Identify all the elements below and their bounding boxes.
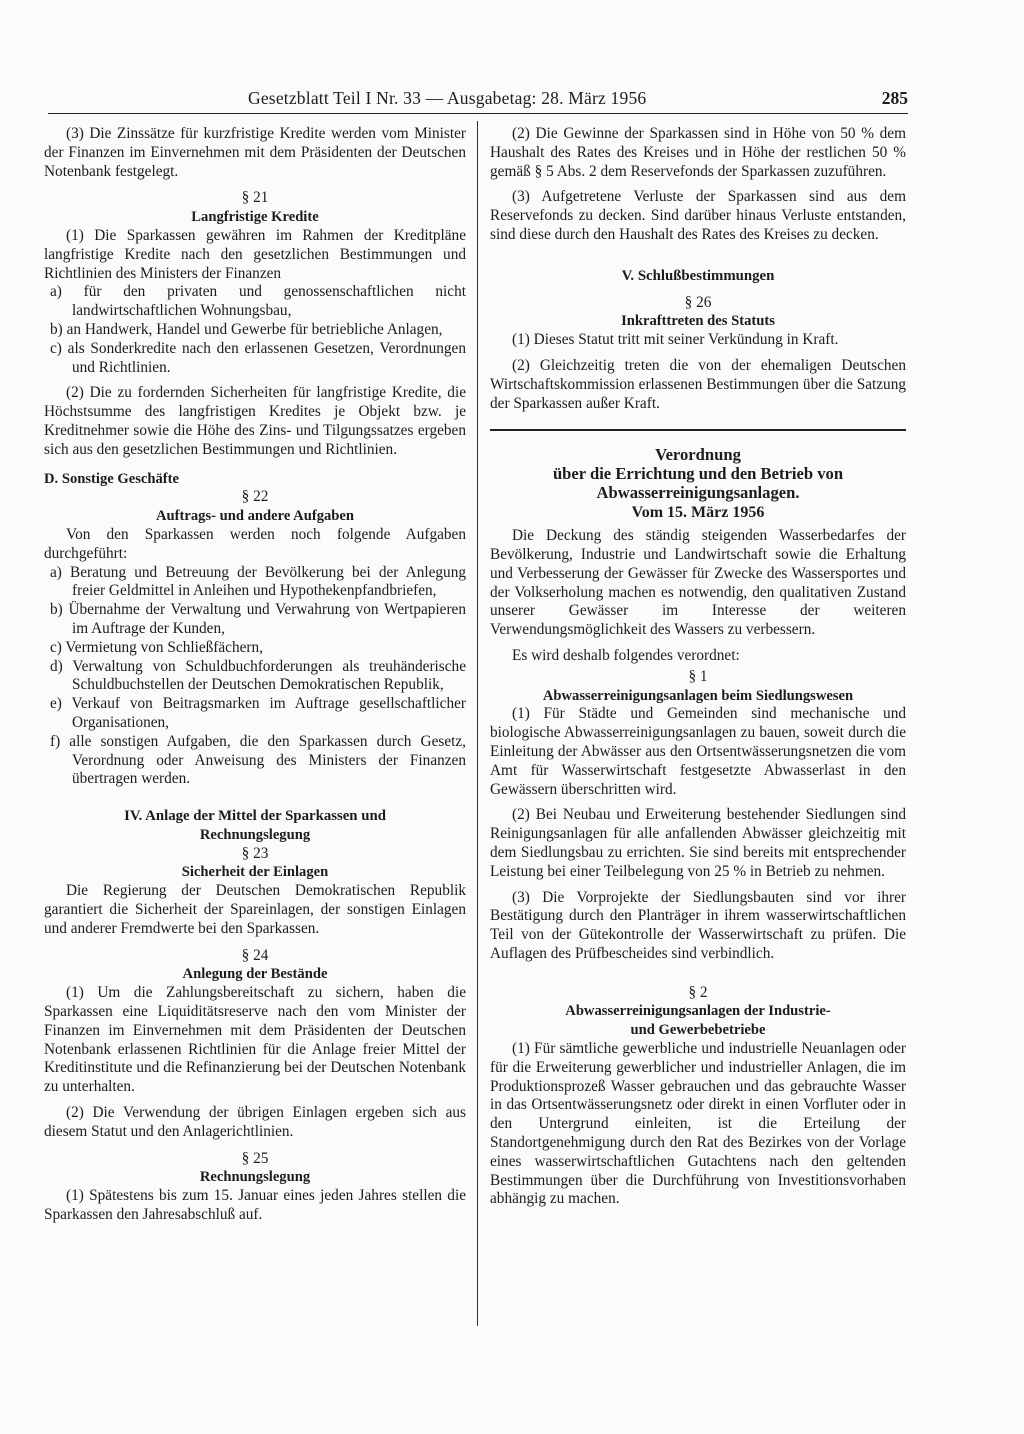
paragraph: (2) Die Verwendung der übrigen Einlagen ergeben sich aus diesem Statut und den Anlagerichtlinien. <box>44 1104 466 1140</box>
paragraph: Es wird deshalb folgendes verordnet: <box>512 646 740 664</box>
section-title: Abwasserreinigungsanlagen der Industrie- <box>565 1003 831 1020</box>
page-header <box>48 88 908 112</box>
section-title: Sicherheit der Einlagen <box>181 864 329 881</box>
decree-title-line: Abwasserreinigungsanlagen. <box>596 483 800 503</box>
list-item: c) als Sonderkredite nach den erlassenen Gesetzen, Verordnungen und Richtlinien. <box>50 339 466 376</box>
paragraph: (2) Gleichzeitig treten die von der ehemaligen Deutschen Wirtschaftskommission erlassenen Bestimmungen über die Satzung der Sparkassen außer Kraft. <box>490 356 906 412</box>
section-title: Langfristige Kredite <box>191 209 319 226</box>
section-number: § 26 <box>684 293 712 311</box>
paragraph: (2) Die zu fordernden Sicherheiten für langfristige Kredite, die Höchstsumme des langfristigen Kredites je Objekt bzw. je Kreditnehmer sowie die Höhe des Zins- und Tilgungssatzes ergeben sich aus den gesetzlichen Bestimmungen und Richtlinien. <box>44 384 466 458</box>
paragraph: (1) Für Städte und Gemeinden sind mechanische und biologische Abwasserreinigungsanlagen zu bauen, soweit durch die Einleitung der Abwässer aus den Ortsentwässerungsnetzen die vom Amt für Wasserwirtschaft festgesetzte Abwasserlast in den Gewässern überschritten wird. <box>490 705 906 798</box>
paragraph: Von den Sparkassen werden noch folgende Aufgaben durchgeführt: <box>44 525 466 562</box>
paragraph: (1) Für sämtliche gewerbliche und industrielle Neuanlagen oder für die Erweiterung gewerblicher und industrieller Anlagen, die im Produktionsprozeß Wasser gebrauchen und das gebrauchte Wasser in das Ortsentwässerungsnetz oder direkt in einen Vorfluter oder in den Untergrund einleiten, ist die Erteilung der Standortgenehmigung durch den Rat des Bezirkes von der Vorlage eines wasserwirtschaftlichen Gutachtens nach den geltenden Bestimmungen über die Durchführung von Investitionsvorhaben abhängig zu machen. <box>490 1040 906 1208</box>
section-number: § 1 <box>688 667 708 685</box>
paragraph: (1) Spätestens bis zum 15. Januar eines jeden Jahres stellen die Sparkassen den Jahresabschluß auf. <box>44 1187 466 1224</box>
paragraph: (2) Die Gewinne der Sparkassen sind in Höhe von 50 % dem Haushalt des Rates des Kreises und in Höhe der restlichen 50 % gemäß § 5 Abs. 2 dem Reservefonds der Sparkassen zuzuführen. <box>490 125 906 180</box>
paragraph: (3) Aufgetretene Verluste der Sparkassen sind aus dem Reservefonds zu decken. Sind darüber hinaus Verluste entstanden, sind diese durch den Haushalt des Rates des Kreises zu decken. <box>490 188 906 243</box>
section-title: Inkrafttreten des Statuts <box>621 313 775 330</box>
paragraph: Die Deckung des ständig steigenden Wasserbedarfes der Bevölkerung, Industrie und Landwirtschaft sowie die Erhaltung und Verbesserung der Gewässer für Zwecke des Wassersportes und der Volkserholung machen es notwendig, den qualitativen Zustand unserer Gewässer im Interesse der weiteren Verwendungsmöglichkeit des Wassers zu verbessern. <box>490 527 906 639</box>
chapter-heading: IV. Anlage der Mittel der Sparkassen und <box>124 808 386 825</box>
section-title: Abwasserreinigungsanlagen beim Siedlungswesen <box>542 687 854 704</box>
paragraph: Die Regierung der Deutschen Demokratischen Republik garantiert die Sicherheit der Spareinlagen, der sonstigen Einlagen und anderer Fremdwerte bei den Sparkassen. <box>44 882 466 937</box>
section-separator <box>490 429 906 431</box>
chapter-heading: D. Sonstige Geschäfte <box>44 470 179 487</box>
list-item: a) für den privaten und genossenschaftlichen nicht landwirtschaftlichen Wohnungsbau, <box>50 283 466 320</box>
section-title-line: und Gewerbebetriebe <box>630 1022 766 1039</box>
section-title: Anlegung der Bestände <box>182 966 328 983</box>
column-divider <box>477 121 478 1326</box>
section-title: Rechnungslegung <box>199 1169 311 1186</box>
paragraph: (3) Die Vorprojekte der Siedlungsbauten sind vor ihrer Bestätigung durch den Planträger in ihrem wasserwirtschaftlichen Teil von der Gütekontrolle der Wasserwirtschaft zu prüfen. Die Auflagen des Prüfbescheides sind verbindlich. <box>490 888 906 962</box>
decree-title: Verordnung <box>655 445 741 465</box>
list-item: a) Beratung und Betreuung der Bevölkerung bei der Anlegung freier Geldmittel in Anleihen und Hypothekenpfandbriefen, <box>50 563 466 600</box>
section-number: § 22 <box>241 488 269 506</box>
chapter-heading-continued: Rechnungslegung <box>199 826 311 843</box>
list-item: c) Vermietung von Schließfächern, <box>50 638 263 656</box>
list-item: b) Übernahme der Verwaltung und Verwahrung von Wertpapieren im Auftrage der Kunden, <box>50 601 466 637</box>
right-column <box>490 125 906 1209</box>
list-item: f) alle sonstigen Aufgaben, die den Sparkassen durch Gesetz, Verordnung oder Anweisung des Ministers der Finanzen übertragen werden. <box>50 732 466 788</box>
left-column <box>44 125 466 1225</box>
page-number: 285 <box>881 88 908 108</box>
list-item: d) Verwaltung von Schuldbuchforderungen als treuhänderische Schuldbuchstellen der Deutschen Demokratischen Republik, <box>50 657 466 694</box>
chapter-heading: V. Schlußbestimmungen <box>621 267 775 284</box>
section-number: § 23 <box>241 844 269 862</box>
section-number: § 24 <box>241 946 269 964</box>
paragraph: (2) Bei Neubau und Erweiterung bestehender Siedlungen sind Reinigungsanlagen für alle anfallenden Abwässer gleichzeitig mit dem Siedlungsbau zu errichten. Sie sind bereits mit entsprechender Leistung bei einer Teilbelegung von 25 % in Betrieb zu nehmen. <box>490 806 906 880</box>
paragraph: (3) Die Zinssätze für kurzfristige Kredite werden vom Minister der Finanzen im Einvernehmen mit dem Präsidenten der Deutschen Notenbank festgelegt. <box>44 125 466 180</box>
decree-title-line: über die Errichtung und den Betrieb von <box>552 464 844 484</box>
decree-date: Vom 15. März 1956 <box>631 504 765 522</box>
list-item: e) Verkauf von Beitragsmarken im Auftrage gesellschaftlicher Organisationen, <box>50 695 466 731</box>
paragraph: (1) Dieses Statut tritt mit seiner Verkündung in Kraft. <box>512 331 839 349</box>
header-rule <box>48 113 908 114</box>
section-number: § 2 <box>688 983 708 1001</box>
header-title: Gesetzblatt Teil I Nr. 33 — Ausgabetag: 28. März 1956 <box>248 88 647 108</box>
section-number: § 21 <box>241 189 269 207</box>
paragraph: (1) Die Sparkassen gewähren im Rahmen der Kreditpläne langfristige Kredite nach den gesetzlichen Bestimmungen und Richtlinien des Ministers der Finanzen <box>44 226 466 282</box>
paragraph: (1) Um die Zahlungsbereitschaft zu sichern, haben die Sparkassen eine Liquiditätsreserve nach den vom Minister der Finanzen im Einvernehmen mit dem Präsidenten der Deutschen Notenbank erlassenen Richtlinien für die Anlage freier Mittel der Kreditinstitute und die Refinanzierung bei der Deutschen Notenbank zu unterhalten. <box>44 984 466 1096</box>
section-title: Auftrags- und andere Aufgaben <box>156 508 354 525</box>
list-item: b) an Handwerk, Handel und Gewerbe für betriebliche Anlagen, <box>50 320 443 338</box>
section-number: § 25 <box>241 1149 269 1167</box>
